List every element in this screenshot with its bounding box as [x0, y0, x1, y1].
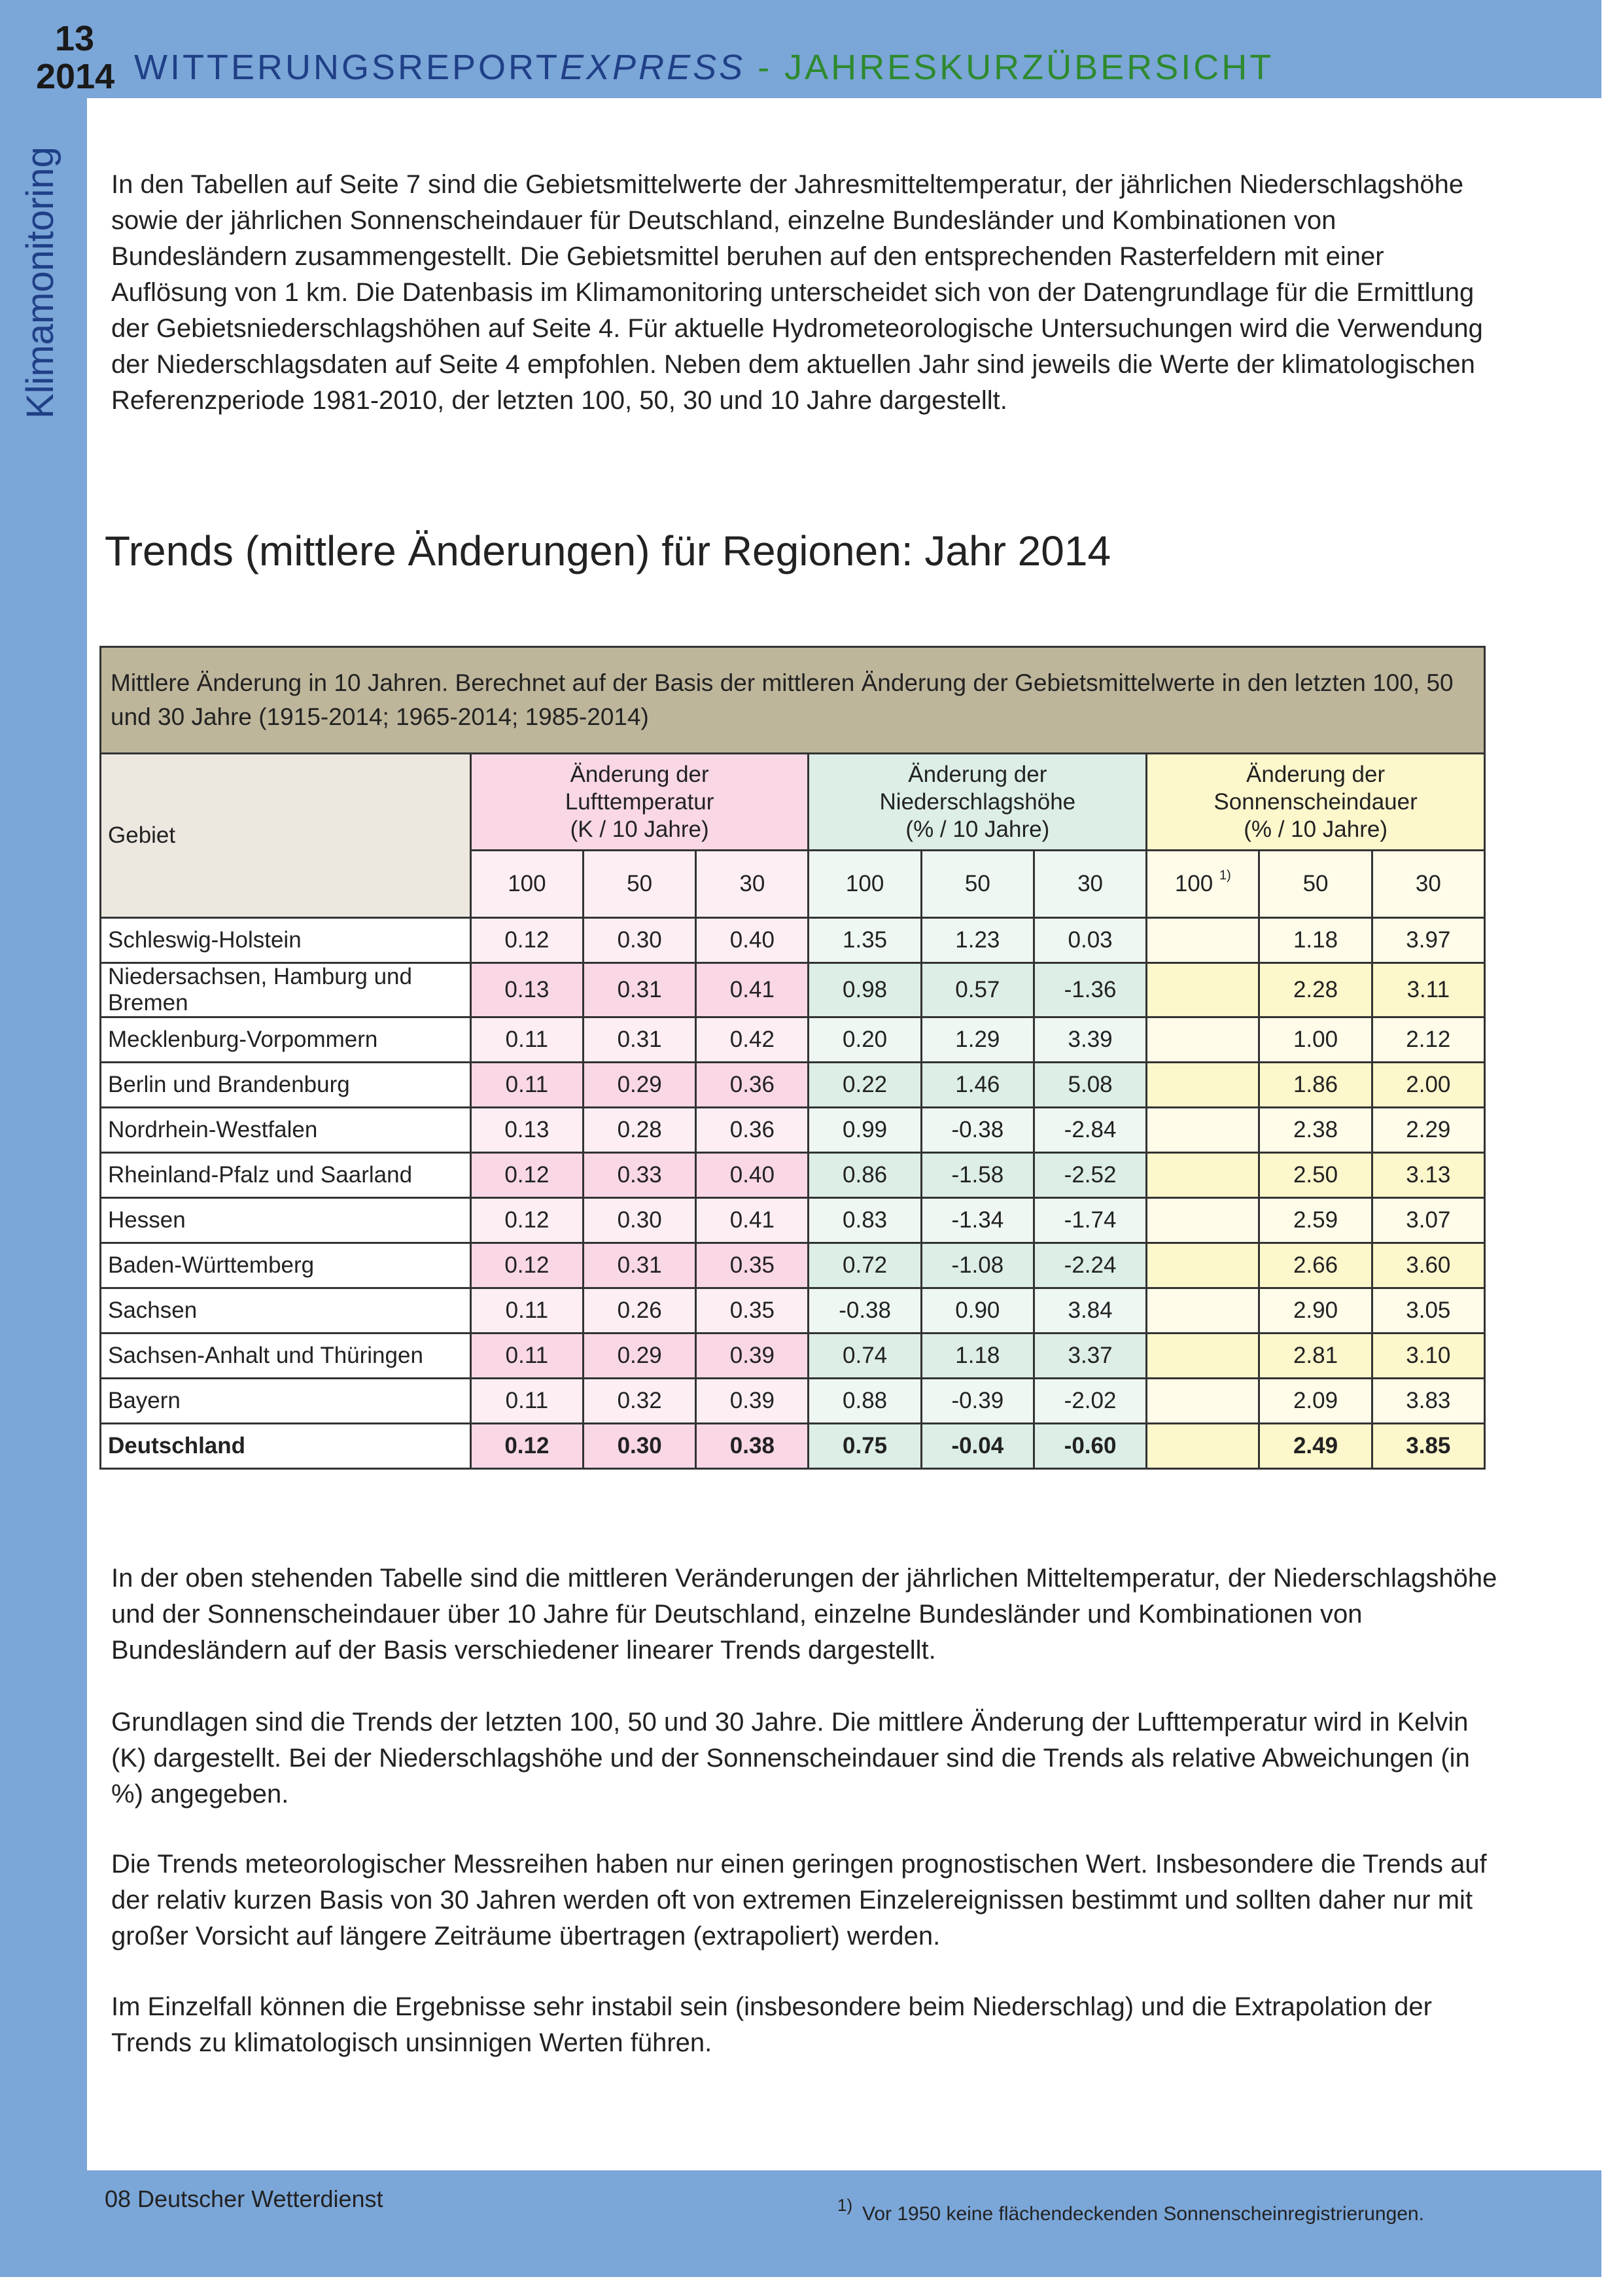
region-name: Nordrhein-Westfalen [101, 1108, 471, 1153]
footer-publisher: 08 Deutscher Wetterdienst [105, 2185, 383, 2212]
paragraph-3: Grundlagen sind die Trends der letzten 100, 50 und 30 Jahre. Die mittlere Änderung der Lufttemperatur wird in Kelvin (K) dargestellt. Bei der Niederschlagshöhe und der Sonnenscheindauer sind die Trends als relative Abweichungen (in %) angegeben. [111, 1708, 1470, 1809]
group-temp-line2: Lufttemperatur [565, 788, 714, 815]
title-sep: - [745, 48, 785, 87]
cell-temp-50: 0.31 [584, 963, 696, 1017]
cell-prec-30: -2.84 [1034, 1108, 1146, 1153]
cell-temp-50: 0.30 [584, 918, 696, 963]
group-sun-line1: Änderung der [1246, 761, 1386, 787]
cell-prec-100: 0.83 [809, 1198, 921, 1243]
region-name: Niedersachsen, Hamburg und Bremen [101, 963, 471, 1017]
period-sun-100 [1147, 851, 1259, 918]
group-sun-line2: Sonnenscheindauer [1213, 788, 1418, 815]
region-name: Bayern [101, 1379, 471, 1424]
group-temp-line1: Änderung der [570, 761, 709, 787]
period-sun-30: 30 [1372, 851, 1484, 918]
cell-sun-30: 2.29 [1372, 1108, 1484, 1153]
table-row [101, 1288, 1485, 1333]
cell-sun-50: 2.49 [1259, 1424, 1372, 1469]
issue-year: 2014 [36, 57, 115, 96]
cell-prec-50: -0.38 [921, 1108, 1034, 1153]
cell-prec-100: 0.99 [809, 1108, 921, 1153]
cell-prec-100: 1.35 [809, 918, 921, 963]
cell-prec-50: 1.18 [921, 1333, 1034, 1379]
footnote-text: Vor 1950 keine flächendeckenden Sonnenscheinregistrierungen. [862, 2203, 1424, 2225]
paragraph-5: Im Einzelfall können die Ergebnisse sehr instabil sein (insbesondere beim Niederschlag) und die Extrapolation der Trends zu klimatologisch unsinnigen Werten führen. [111, 1992, 1432, 2057]
cell-temp-30: 0.36 [696, 1063, 809, 1108]
page-title [134, 47, 1274, 88]
title-sub: JAHRESKURZÜBERSICHT [784, 48, 1274, 87]
cell-temp-50: 0.29 [584, 1333, 696, 1379]
cell-prec-30: -2.52 [1034, 1153, 1146, 1198]
cell-temp-50: 0.31 [584, 1017, 696, 1063]
cell-sun-50: 2.90 [1259, 1288, 1372, 1333]
cell-sun-50: 2.09 [1259, 1379, 1372, 1424]
period-sun-100-label: 100 [1174, 871, 1213, 896]
cell-sun-50: 2.38 [1259, 1108, 1372, 1153]
cell-temp-100: 0.12 [470, 918, 583, 963]
cell-prec-50: 1.23 [921, 918, 1034, 963]
cell-temp-100: 0.12 [470, 1243, 583, 1288]
table-row [101, 918, 1485, 963]
cell-temp-30: 0.35 [696, 1243, 809, 1288]
table-row [101, 1333, 1485, 1379]
footnote-marker: 1) [1219, 868, 1231, 883]
cell-prec-30: -1.36 [1034, 963, 1146, 1017]
cell-sun-30: 3.97 [1372, 918, 1484, 963]
table-body [101, 918, 1485, 1469]
cell-temp-30: 0.35 [696, 1288, 809, 1333]
cell-sun-30: 3.11 [1372, 963, 1484, 1017]
cell-sun-50: 2.59 [1259, 1198, 1372, 1243]
cell-prec-50: -0.39 [921, 1379, 1034, 1424]
cell-temp-30: 0.41 [696, 963, 809, 1017]
paragraph-4: Die Trends meteorologischer Messreihen haben nur einen geringen prognostischen Wert. Insbesondere die Trends auf der relativ kurzen Basis von 30 Jahren werden oft von extremen Einzelereignissen bestimmt und sollten daher nur mit großer Vorsicht auf längere Zeiträume übertragen (extrapoliert) werden. [111, 1850, 1487, 1951]
cell-prec-100: 0.98 [809, 963, 921, 1017]
section-title: Trends (mittlere Änderungen) für Regionen: Jahr 2014 [105, 527, 1111, 574]
table-row [101, 1198, 1485, 1243]
cell-prec-30: -1.74 [1034, 1198, 1146, 1243]
group-header-temperature [470, 754, 809, 851]
cell-sun-50: 1.00 [1259, 1017, 1372, 1063]
cell-sun-30: 2.00 [1372, 1063, 1484, 1108]
cell-sun-30: 3.05 [1372, 1288, 1484, 1333]
cell-sun-100 [1147, 1288, 1259, 1333]
table-caption: Mittlere Änderung in 10 Jahren. Berechnet auf der Basis der mittleren Änderung der Gebietsmittelwerte in den letzten 100, 50 und 30 Jahre (1915-2014; 1965-2014; 1985-2014) [101, 647, 1485, 754]
cell-prec-30: 3.39 [1034, 1017, 1146, 1063]
table-row [101, 1379, 1485, 1424]
cell-temp-100: 0.13 [470, 1108, 583, 1153]
cell-temp-100: 0.11 [470, 1333, 583, 1379]
cell-prec-100: 0.74 [809, 1333, 921, 1379]
cell-temp-100: 0.12 [470, 1424, 583, 1469]
cell-temp-30: 0.39 [696, 1379, 809, 1424]
cell-temp-50: 0.30 [584, 1424, 696, 1469]
cell-temp-100: 0.11 [470, 1063, 583, 1108]
cell-sun-30: 3.07 [1372, 1198, 1484, 1243]
cell-prec-30: -0.60 [1034, 1424, 1146, 1469]
gebiet-header: Gebiet [101, 754, 471, 918]
cell-sun-100 [1147, 918, 1259, 963]
cell-sun-30: 2.12 [1372, 1017, 1484, 1063]
cell-temp-100: 0.11 [470, 1288, 583, 1333]
cell-temp-50: 0.26 [584, 1288, 696, 1333]
table-row-total [101, 1424, 1485, 1469]
cell-sun-100 [1147, 1108, 1259, 1153]
cell-sun-100 [1147, 963, 1259, 1017]
period-prec-100: 100 [809, 851, 921, 918]
cell-prec-50: 1.46 [921, 1063, 1034, 1108]
region-name: Schleswig-Holstein [101, 918, 471, 963]
region-name: Deutschland [101, 1424, 471, 1469]
cell-sun-50: 1.18 [1259, 918, 1372, 963]
cell-sun-100 [1147, 1379, 1259, 1424]
cell-temp-100: 0.12 [470, 1198, 583, 1243]
cell-prec-100: 0.72 [809, 1243, 921, 1288]
cell-prec-50: -1.58 [921, 1153, 1034, 1198]
group-prec-line3: (% / 10 Jahre) [905, 816, 1050, 842]
region-name: Mecklenburg-Vorpommern [101, 1017, 471, 1063]
table-row [101, 1017, 1485, 1063]
cell-temp-50: 0.28 [584, 1108, 696, 1153]
cell-prec-100: 0.20 [809, 1017, 921, 1063]
cell-sun-100 [1147, 1243, 1259, 1288]
cell-prec-30: 3.84 [1034, 1288, 1146, 1333]
group-sun-line3: (% / 10 Jahre) [1244, 816, 1387, 842]
cell-prec-30: 5.08 [1034, 1063, 1146, 1108]
region-name: Baden-Württemberg [101, 1243, 471, 1288]
group-header-sunshine [1147, 754, 1485, 851]
intro-paragraph: In den Tabellen auf Seite 7 sind die Gebietsmittelwerte der Jahresmitteltemperatur, der jährlichen Niederschlagshöhe sowie der jährlichen Sonnenscheindauer für Deutschland, einzelne Bundesländer und Kombinationen von Bundesländern zusammengestellt. Die Gebietsmittel beruhen auf den entsprechenden Rasterfeldern mit einer Auflösung von 1 km. Die Datenbasis im Klimamonitoring unterscheidet sich von der Datengrundlage für die Ermittlung der Gebietsniederschlagshöhen auf Seite 4. Für aktuelle Hydrometeorologische Untersuchungen wird die Verwendung der Niederschlagsdaten auf Seite 4 empfohlen. Neben dem aktuellen Jahr sind jeweils die Werte der klimatologischen Referenzperiode 1981-2010, der letzten 100, 50, 30 und 10 Jahre dargestellt. [111, 170, 1483, 415]
group-prec-line1: Änderung der [908, 761, 1047, 787]
region-name: Hessen [101, 1198, 471, 1243]
cell-temp-50: 0.30 [584, 1198, 696, 1243]
title-main: WITTERUNGSREPORT [134, 48, 561, 87]
table-row [101, 1108, 1485, 1153]
period-temp-100: 100 [470, 851, 583, 918]
cell-prec-30: -2.24 [1034, 1243, 1146, 1288]
region-name: Berlin und Brandenburg [101, 1063, 471, 1108]
cell-temp-50: 0.33 [584, 1153, 696, 1198]
cell-prec-50: 1.29 [921, 1017, 1034, 1063]
cell-temp-100: 0.11 [470, 1017, 583, 1063]
cell-sun-30: 3.10 [1372, 1333, 1484, 1379]
cell-prec-100: -0.38 [809, 1288, 921, 1333]
side-label: Klimamonitoring [19, 147, 61, 419]
region-name: Rheinland-Pfalz und Saarland [101, 1153, 471, 1198]
region-name: Sachsen-Anhalt und Thüringen [101, 1333, 471, 1379]
trend-table [99, 646, 1486, 1470]
period-prec-50: 50 [921, 851, 1034, 918]
cell-prec-100: 0.86 [809, 1153, 921, 1198]
cell-prec-100: 0.75 [809, 1424, 921, 1469]
cell-sun-100 [1147, 1424, 1259, 1469]
group-temp-line3: (K / 10 Jahre) [570, 816, 709, 842]
cell-temp-30: 0.38 [696, 1424, 809, 1469]
table-row [101, 1243, 1485, 1288]
cell-temp-50: 0.31 [584, 1243, 696, 1288]
cell-temp-50: 0.32 [584, 1379, 696, 1424]
cell-temp-100: 0.12 [470, 1153, 583, 1198]
group-prec-line2: Niederschlagshöhe [879, 788, 1076, 815]
cell-sun-50: 1.86 [1259, 1063, 1372, 1108]
cell-prec-50: -0.04 [921, 1424, 1034, 1469]
table-row [101, 1063, 1485, 1108]
period-sun-50: 50 [1259, 851, 1372, 918]
table-row [101, 1153, 1485, 1198]
cell-sun-100 [1147, 1333, 1259, 1379]
cell-sun-30: 3.60 [1372, 1243, 1484, 1288]
paragraph-2: In der oben stehenden Tabelle sind die mittleren Veränderungen der jährlichen Mitteltemperatur, der Niederschlagshöhe und der Sonnenscheindauer über 10 Jahre für Deutschland, einzelne Bundesländer und Kombinationen von Bundesländern auf der Basis verschiedener linearer Trends dargestellt. [111, 1564, 1497, 1665]
page-number: 13 [55, 19, 95, 58]
period-temp-50: 50 [584, 851, 696, 918]
table-row [101, 963, 1485, 1017]
cell-sun-100 [1147, 1153, 1259, 1198]
cell-temp-50: 0.29 [584, 1063, 696, 1108]
cell-temp-30: 0.41 [696, 1198, 809, 1243]
cell-sun-50: 2.66 [1259, 1243, 1372, 1288]
cell-temp-100: 0.13 [470, 963, 583, 1017]
cell-sun-100 [1147, 1198, 1259, 1243]
cell-sun-50: 2.50 [1259, 1153, 1372, 1198]
cell-prec-30: 3.37 [1034, 1333, 1146, 1379]
cell-sun-30: 3.85 [1372, 1424, 1484, 1469]
region-name: Sachsen [101, 1288, 471, 1333]
cell-sun-50: 2.81 [1259, 1333, 1372, 1379]
footnote-mark: 1) [837, 2195, 853, 2215]
cell-temp-30: 0.40 [696, 918, 809, 963]
cell-prec-50: -1.34 [921, 1198, 1034, 1243]
cell-sun-30: 3.83 [1372, 1379, 1484, 1424]
period-temp-30: 30 [696, 851, 809, 918]
group-header-precipitation [809, 754, 1147, 851]
cell-prec-100: 0.88 [809, 1379, 921, 1424]
period-prec-30: 30 [1034, 851, 1146, 918]
cell-prec-50: 0.90 [921, 1288, 1034, 1333]
cell-sun-30: 3.13 [1372, 1153, 1484, 1198]
cell-temp-30: 0.40 [696, 1153, 809, 1198]
cell-prec-30: 0.03 [1034, 918, 1146, 963]
cell-prec-30: -2.02 [1034, 1379, 1146, 1424]
cell-temp-30: 0.36 [696, 1108, 809, 1153]
cell-temp-30: 0.42 [696, 1017, 809, 1063]
cell-sun-100 [1147, 1063, 1259, 1108]
title-express: EXPRESS [560, 48, 746, 87]
cell-prec-50: 0.57 [921, 963, 1034, 1017]
cell-prec-100: 0.22 [809, 1063, 921, 1108]
cell-sun-100 [1147, 1017, 1259, 1063]
cell-temp-100: 0.11 [470, 1379, 583, 1424]
cell-temp-30: 0.39 [696, 1333, 809, 1379]
cell-prec-50: -1.08 [921, 1243, 1034, 1288]
cell-sun-50: 2.28 [1259, 963, 1372, 1017]
